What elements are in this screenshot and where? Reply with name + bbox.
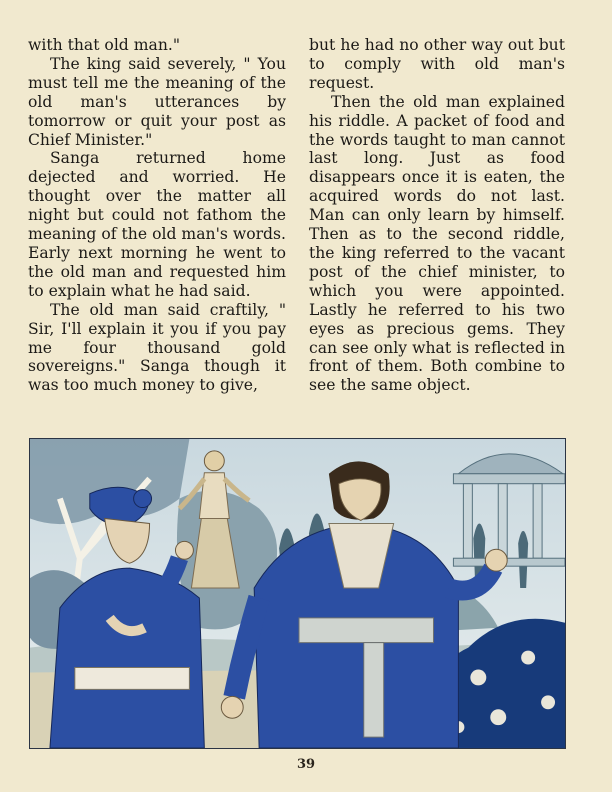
story-illustration [29, 438, 566, 749]
paragraph: The king said severely, " You must tell me the meaning of the old man's utterances by tomorrow or quit your post as Chief Minister." [28, 54, 286, 149]
page-number: 39 [296, 757, 316, 772]
paragraph: Sanga returned home dejected and worried. He thought over the matter all night but could not fathom the meaning of the old man's words. Early next morning he went to the old man and requested him to explain what he had said. [28, 149, 286, 300]
paragraph: but he had no other way out but to comply with old man's request. [309, 36, 565, 92]
paragraph: The old man said craftily, " Sir, I'll explain it you if you pay me four thousand gold sovereigns." Sanga though it was too much money to give, [28, 300, 286, 395]
illustration-svg [30, 439, 565, 748]
paragraph: Then the old man explained his riddle. A packet of food and the words taught to man cannot last long. Just as food disappears once it is eaten, the acquired words do not last. Man can only learn by himself. Then as to the second riddle, the king referred to the vacant post of the chief minister, to which you were appointed. Lastly he referred to his two eyes as precious gems. They can see only what is reflected in front of them. Both combine to see the same object. [309, 92, 565, 395]
paragraph: with that old man." [28, 36, 181, 54]
right-text-column [309, 36, 565, 395]
left-text-column [28, 36, 286, 395]
